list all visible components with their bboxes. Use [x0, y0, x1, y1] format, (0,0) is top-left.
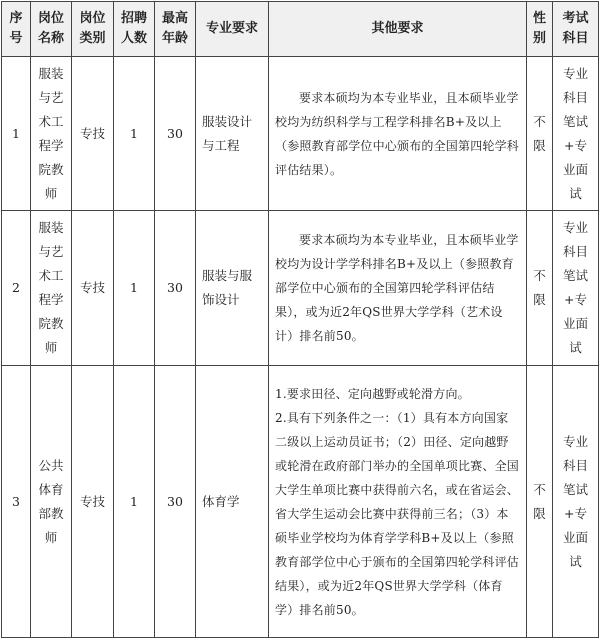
cell-seq: 2	[2, 211, 31, 366]
header-position-name: 岗位名称	[31, 2, 72, 57]
cell-position-name: 服装与艺术工程学院教师	[31, 211, 72, 366]
header-row	[2, 2, 599, 57]
cell-position-type: 专技	[72, 366, 114, 638]
cell-exam: 专业科目笔试+专业面试	[553, 57, 599, 211]
other-line: 2.具有下列条件之一：（1）具有本方向国家二级以上运动员证书；（2）田径、定向越野或轮滑在政府部门举办的全国单项比赛、全国大学生单项比赛中获得前六名，或在省运会、省大学生运动会比赛中获得前三名；（3）本硕毕业学校均为体育学学科B+及以上（参照教育部学位中心于颁布的全国第四轮学科评估结果），或为近2年QS世界大学学科（体育学）排名前50。	[275, 410, 520, 617]
cell-exam: 专业科目笔试+专业面试	[553, 211, 599, 366]
cell-exam: 专业科目笔试+专业面试	[553, 366, 599, 638]
other-text: 要求本硕均为本专业毕业，且本硕毕业学校均为设计学学科排名B+及以上（参照教育部学位中心颁布的全国第四轮学科评估结果），或为近2年QS世界大学学科（艺术设计）排名前50。	[275, 233, 519, 343]
cell-other	[269, 366, 527, 638]
cell-position-name: 服装与艺术工程学院教师	[31, 57, 72, 211]
cell-position-name: 公共体育部教师	[31, 366, 72, 638]
header-hire-count: 招聘人数	[114, 2, 155, 57]
cell-major: 服装设计与工程	[196, 57, 269, 211]
cell-major: 体育学	[196, 366, 269, 638]
table-row	[2, 211, 599, 366]
cell-gender: 不限	[527, 211, 553, 366]
cell-hire-count: 1	[114, 57, 155, 211]
table-row	[2, 57, 599, 211]
header-seq: 序号	[2, 2, 31, 57]
header-exam: 考试科目	[553, 2, 599, 57]
cell-max-age: 30	[155, 57, 196, 211]
other-line: 1.要求田径、定向越野或轮滑方向。	[275, 386, 470, 401]
header-gender: 性别	[527, 2, 553, 57]
cell-major: 服装与服饰设计	[196, 211, 269, 366]
cell-max-age: 30	[155, 366, 196, 638]
cell-other	[269, 57, 527, 211]
header-position-type: 岗位类别	[72, 2, 114, 57]
cell-hire-count: 1	[114, 211, 155, 366]
cell-gender: 不限	[527, 57, 553, 211]
cell-position-type: 专技	[72, 211, 114, 366]
other-text: 要求本硕均为本专业毕业，且本硕毕业学校均为纺织科学与工程学科排名B+及以上（参照教育部学位中心颁布的全国第四轮学科评估结果）。	[275, 90, 520, 177]
cell-hire-count: 1	[114, 366, 155, 638]
cell-other	[269, 211, 527, 366]
recruitment-table	[1, 1, 599, 638]
header-major: 专业要求	[196, 2, 269, 57]
header-other: 其他要求	[269, 2, 527, 57]
header-max-age: 最高年龄	[155, 2, 196, 57]
cell-seq: 3	[2, 366, 31, 638]
cell-gender: 不限	[527, 366, 553, 638]
cell-max-age: 30	[155, 211, 196, 366]
cell-seq: 1	[2, 57, 31, 211]
table-row	[2, 366, 599, 638]
cell-position-type: 专技	[72, 57, 114, 211]
